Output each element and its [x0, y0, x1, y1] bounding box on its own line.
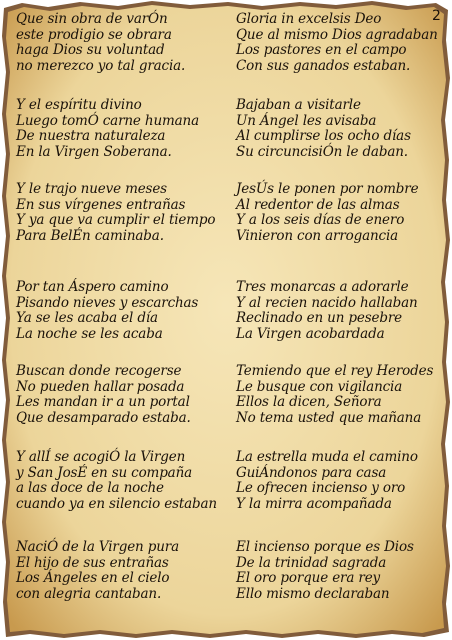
verse-line: JesÚs le ponen por nombre — [236, 181, 419, 197]
verse-line: Bajaban a visitarle — [236, 97, 361, 113]
verse-line: Le busque con vigilancia — [236, 378, 403, 395]
verse-line: Buscan donde recogerse — [16, 363, 182, 379]
verse-line: Al redentor de las almas — [236, 196, 400, 213]
verse-line: a las doce de la noche — [16, 480, 164, 497]
verse-line: El oro porque era rey — [236, 570, 381, 587]
page-number: 2 — [432, 8, 441, 24]
stanza — [236, 98, 452, 160]
verse-line: Reclinado en un pesebre — [236, 310, 402, 327]
verse-line: Al cumplirse los ocho días — [236, 128, 411, 145]
verse-line: De nuestra naturaleza — [16, 128, 166, 145]
verse-line: Le ofrecen incienso y oro — [236, 480, 406, 497]
verse-line: La Virgen acobardada — [236, 325, 385, 342]
verse-line: Tres monarcas a adorarle — [236, 279, 409, 295]
verse-line: El incienso porque es Dios — [236, 539, 414, 555]
verse-line: cuando ya en silencio estaban — [16, 495, 217, 512]
verse-line: Les mandan ir a un portal — [16, 394, 190, 411]
verse-line: Los Ángeles en el cielo — [16, 570, 170, 587]
verse-line: Que sin obra de varÓn — [16, 11, 168, 27]
verse-line: haga Dios su voluntad — [16, 42, 165, 59]
verse-line: Pisando nieves y escarchas — [16, 294, 199, 311]
verse-line: Temiendo que el rey Herodes — [236, 363, 434, 379]
stanza — [16, 364, 242, 426]
verse-line: En sus vírgenes entrañas — [16, 196, 186, 213]
verse-line: La noche se les acaba — [16, 325, 163, 342]
verse-line: De la trinidad sagrada — [236, 554, 387, 571]
verse-line: El hijo de sus entrañas — [16, 554, 169, 571]
verse-line: NaciÓ de la Virgen pura — [16, 539, 179, 555]
verse-line: Por tan Áspero camino — [16, 279, 169, 295]
verse-line: Y la mirra acompañada — [236, 495, 392, 512]
stanza — [16, 98, 242, 160]
stanza — [16, 182, 242, 244]
verse-line: Ello mismo declaraban — [236, 585, 390, 602]
verse-line: Que al mismo Dios agradaban — [236, 26, 438, 43]
verse-line: En la Virgen Soberana. — [16, 143, 172, 160]
verse-line: La estrella muda el camino — [236, 449, 418, 465]
verse-line: no merezco yo tal gracia. — [16, 57, 186, 74]
verse-line: Y el espíritu divino — [16, 97, 142, 113]
verse-line: Ya se les acaba el día — [16, 310, 158, 327]
stanza — [236, 450, 452, 512]
verse-line: Y al recien nacido hallaban — [236, 294, 418, 311]
verse-line: Gloria in excelsis Deo — [236, 11, 382, 27]
verse-line: No pueden hallar posada — [16, 378, 185, 395]
verse-line: Luego tomÓ carne humana — [16, 112, 199, 129]
stanza — [236, 12, 452, 74]
verse-line: Ellos la dicen, Señora — [236, 394, 382, 411]
verse-line: Y ya que va cumplir el tiempo — [16, 212, 216, 229]
verse-line: No tema usted que mañana — [236, 409, 422, 426]
stanza — [236, 182, 452, 244]
verse-line: Y allÍ se acogiÓ la Virgen — [16, 449, 186, 465]
verse-line: y San JosÉ en su compaña — [16, 464, 193, 481]
verse-line: Los pastores en el campo — [236, 42, 407, 59]
stanza — [16, 280, 242, 342]
verse-line: Y le trajo nueve meses — [16, 181, 167, 197]
stanza — [16, 12, 242, 74]
stanza — [236, 540, 452, 602]
verse-line: Que desamparado estaba. — [16, 409, 191, 426]
verse-line: Un Ángel les avisaba — [236, 112, 377, 129]
stanza — [16, 540, 242, 602]
verse-line: Para BelÉn caminaba. — [16, 227, 164, 244]
stanza — [236, 364, 452, 426]
verse-line: GuiÁndonos para casa — [236, 464, 387, 481]
verse-line: Con sus ganados estaban. — [236, 57, 411, 74]
verse-line: con alegria cantaban. — [16, 585, 162, 602]
verse-line: Vinieron con arrogancia — [236, 227, 399, 244]
stanza — [236, 280, 452, 342]
stanza — [16, 450, 242, 512]
verse-line: Y a los seis días de enero — [236, 212, 405, 229]
verse-line: Su circuncisiÓn le daban. — [236, 143, 408, 160]
verse-line: este prodigio se obrara — [16, 26, 172, 43]
